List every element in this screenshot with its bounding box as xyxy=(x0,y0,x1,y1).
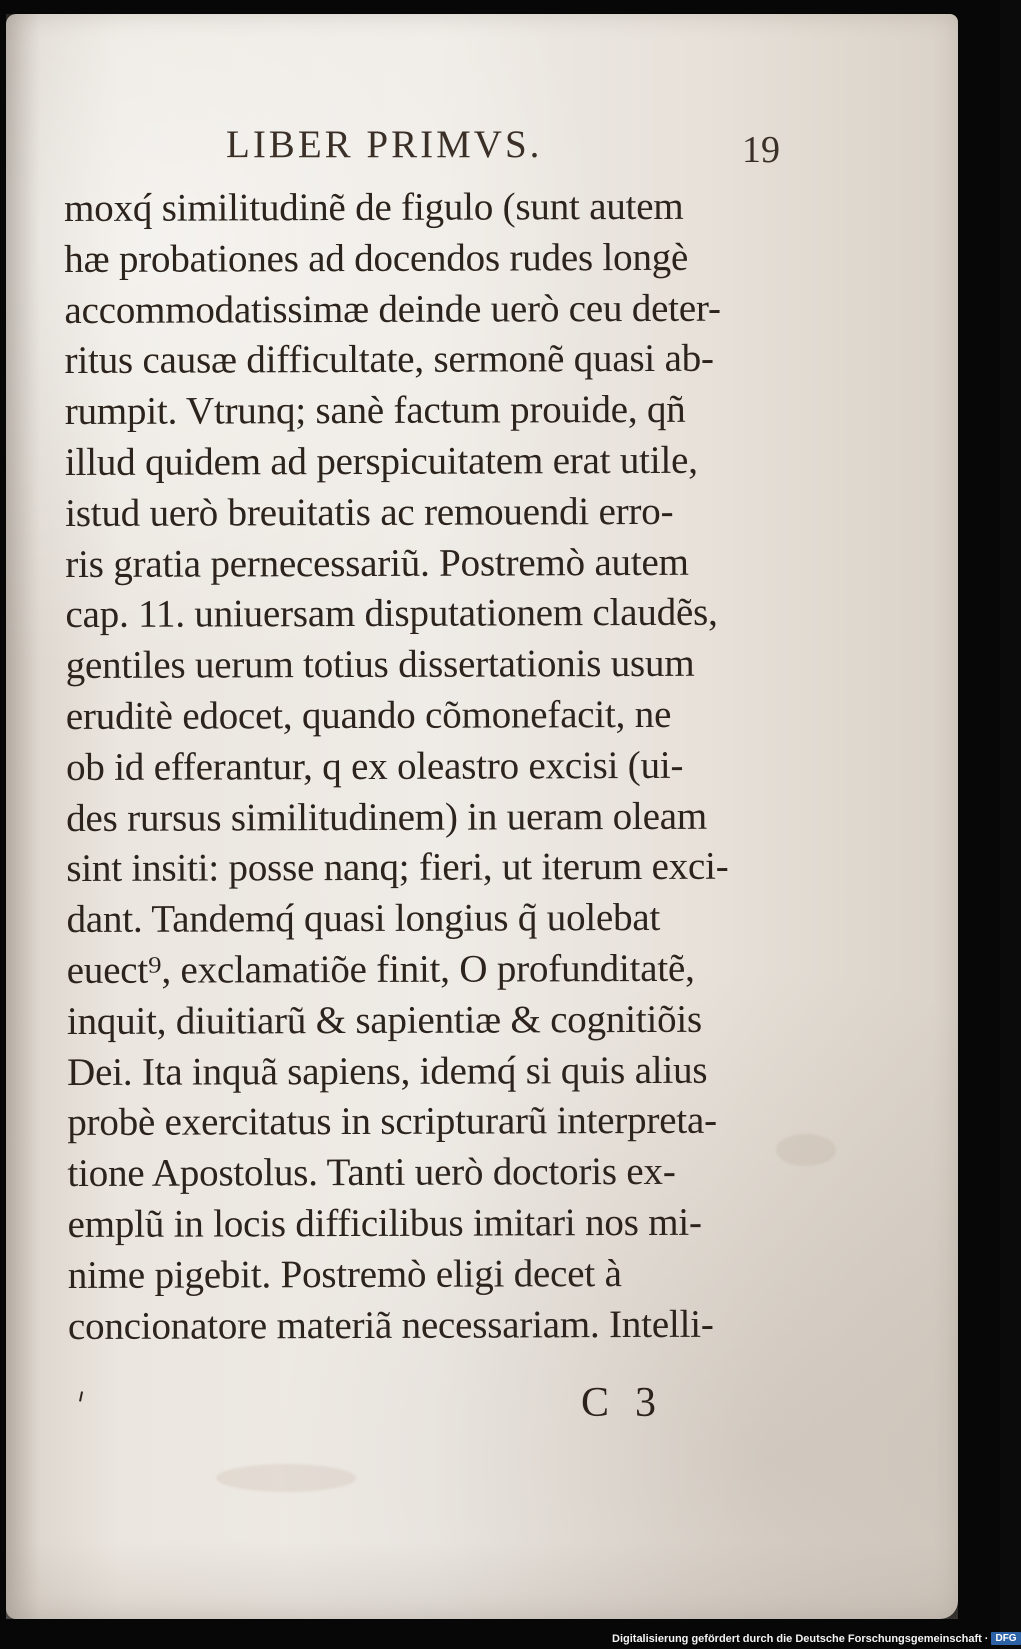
text-line: emplũ in locis difficilibus imitari nos mi- xyxy=(67,1200,702,1246)
text-line: moxq́ similitudinẽ de figulo (sunt autem xyxy=(64,184,684,230)
text-line: hæ probationes ad docendos rudes longè xyxy=(64,235,689,281)
body-text xyxy=(64,181,828,1352)
show-through-text xyxy=(116,89,816,107)
text-line: accommodatissimæ deinde uerò ceu deter- xyxy=(64,286,721,332)
text-line: sint insiti: posse nanq; fieri, ut iterum exci- xyxy=(66,845,729,891)
digitization-credit-text: Digitalisierung gefördert durch die Deutsche Forschungsgemeinschaft xyxy=(612,1632,982,1645)
signature-letter: C xyxy=(581,1380,636,1426)
text-line: inquit, diuitiarũ & sapientiæ & cognitiõis xyxy=(66,997,703,1043)
text-line: euect⁹, exclamatiõe finit, O profunditatẽ, xyxy=(66,946,695,992)
text-line: concionatore materiã necessariam. Intelli- xyxy=(67,1302,714,1348)
text-line: nime pigebit. Postremò eligi decet à xyxy=(67,1251,622,1297)
text-line: dant. Tandemq́ quasi longius q̃ uolebat xyxy=(66,896,661,942)
dfg-logo: DFG xyxy=(991,1632,1020,1645)
page-number: 19 xyxy=(742,129,780,171)
text-line: ris gratia pernecessariũ. Postremò autem xyxy=(65,540,689,586)
signature-mark xyxy=(581,1379,682,1427)
text-line: rumpit. Vtrunq; sanè factum prouide, qñ xyxy=(64,388,686,434)
text-line: gentiles uerum totius dissertationis usum xyxy=(65,641,695,688)
paper-stain xyxy=(216,1464,356,1492)
text-line: cap. 11. uniuersam disputationem claudẽs, xyxy=(65,591,718,637)
page-left-edge-shadow xyxy=(6,14,40,1619)
text-line: des rursus similitudinem) in ueram oleam xyxy=(66,794,708,840)
separator-dot: · xyxy=(984,1632,989,1645)
running-head: LIBER PRIMVS. xyxy=(226,123,543,166)
text-line: ritus causæ difficultate, sermonẽ quasi ab- xyxy=(64,337,714,383)
text-line: eruditè edocet, quando cõmonefacit, ne xyxy=(65,692,672,738)
text-line: tione Apostolus. Tanti uerò doctoris ex- xyxy=(67,1150,676,1196)
text-line: illud quidem ad perspicuitatem erat utile, xyxy=(64,438,698,484)
text-line: istud uerò breuitatis ac remouendi erro- xyxy=(65,489,674,535)
margin-mark xyxy=(79,1391,88,1402)
signature-number: 3 xyxy=(635,1380,683,1426)
text-line: ob id efferantur, q ex oleastro excisi (ui- xyxy=(65,743,684,789)
book-page xyxy=(6,14,958,1619)
digitization-credit xyxy=(612,1632,1021,1645)
text-line: Dei. Ita inquã sapiens, idemq́ si quis alius xyxy=(67,1048,708,1094)
text-line: probè exercitatus in scripturarũ interpreta- xyxy=(67,1099,717,1145)
page-bottom-shading xyxy=(6,1541,958,1619)
